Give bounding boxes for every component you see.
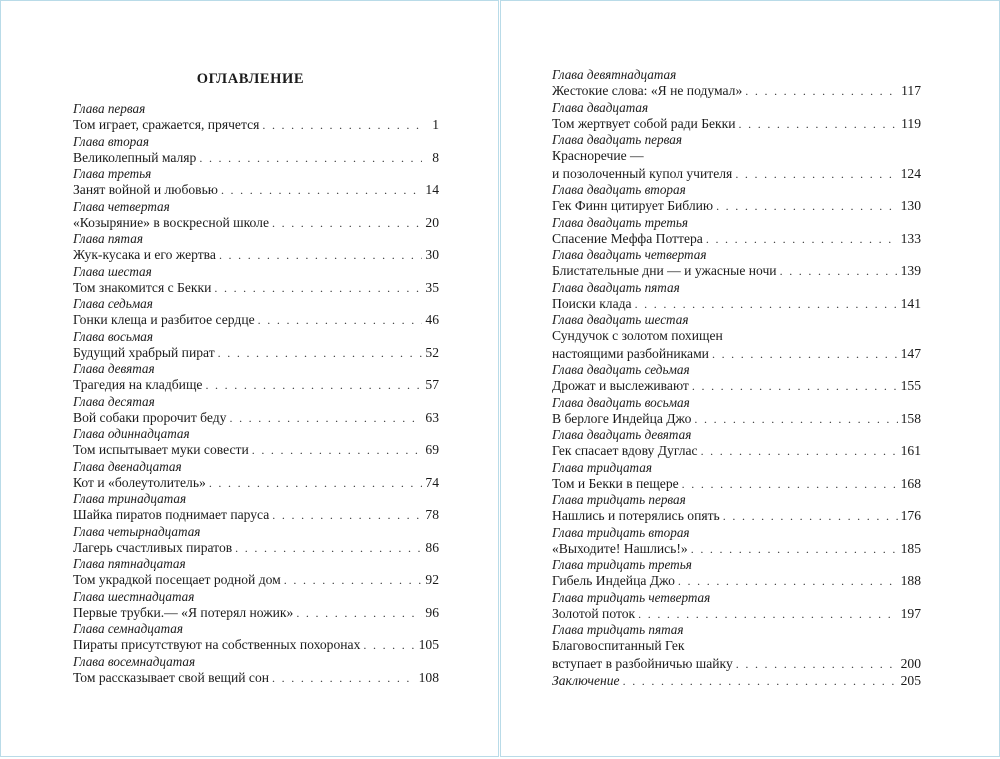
- chapter-title: Лагерь счастливых пиратов: [73, 539, 233, 555]
- chapter-title: Кот и «болеутолитель»: [73, 474, 206, 490]
- dot-leader: [716, 198, 898, 216]
- dot-leader: [739, 116, 899, 134]
- page-number: 133: [900, 230, 921, 246]
- chapter-title: Пираты присутствуют на собственных похоронах: [73, 637, 361, 652]
- toc-entry: [552, 492, 921, 525]
- chapter-title-row: [73, 214, 439, 232]
- chapter-heading: Глава тридцать третья: [552, 557, 692, 572]
- dot-leader: [780, 263, 898, 281]
- toc-entry: [73, 199, 439, 232]
- chapter-heading: Глава двадцать седьмая: [552, 362, 690, 377]
- page-number: 57: [425, 377, 439, 392]
- chapter-heading: Глава семнадцатая: [73, 621, 184, 636]
- toc-entry: [73, 556, 439, 589]
- toc-list-right: [552, 67, 921, 690]
- toc-entry: [552, 557, 921, 590]
- chapter-title-row: [73, 149, 439, 167]
- chapter-title-row: [552, 507, 921, 525]
- page-number: 158: [900, 410, 921, 426]
- dot-leader: [712, 346, 898, 364]
- toc-entry: [73, 654, 439, 687]
- page-number: 188: [900, 573, 921, 588]
- chapter-heading: Глава двадцать восьмая: [552, 394, 690, 410]
- dot-leader: [214, 280, 422, 298]
- chapter-title-row: [73, 311, 439, 329]
- toc-entry: [552, 215, 921, 248]
- toc-entry: [552, 247, 921, 280]
- chapter-title-row: [552, 655, 921, 673]
- toc-entry: [552, 132, 921, 182]
- chapter-title: Том испытывает муки совести: [73, 442, 249, 457]
- dot-leader: [272, 670, 416, 688]
- chapter-title-row: [73, 181, 439, 199]
- chapter-title: Том играет, сражается, прячется: [73, 117, 260, 132]
- page-title: ОГЛАВЛЕНИЕ: [196, 71, 305, 87]
- toc-entry: [552, 395, 921, 428]
- chapter-title-row: [552, 377, 921, 395]
- chapter-title-row: [552, 230, 921, 248]
- chapter-title: Вой собаки пророчит беду: [73, 409, 227, 425]
- page-number: 139: [900, 263, 921, 278]
- page-number: 117: [901, 83, 921, 98]
- chapter-title: Том рассказывает свой вещий сон: [73, 669, 270, 685]
- dot-leader: [736, 656, 898, 674]
- page-number: 63: [425, 409, 439, 425]
- dot-leader: [745, 83, 898, 101]
- dot-leader: [199, 150, 422, 168]
- dot-leader: [623, 673, 898, 691]
- dot-leader: [638, 606, 897, 624]
- chapter-heading: Глава тридцать пятая: [552, 622, 684, 637]
- dot-leader: [735, 166, 897, 184]
- dot-leader: [296, 605, 422, 623]
- chapter-heading: Глава пятая: [73, 231, 143, 246]
- page-number: 105: [418, 637, 439, 652]
- left-page: [0, 0, 499, 757]
- chapter-heading: Глава двадцать третья: [552, 214, 689, 230]
- chapter-heading: Глава двадцатая: [552, 99, 649, 115]
- chapter-heading: Глава двенадцатая: [73, 458, 182, 474]
- chapter-heading: Глава первая: [73, 101, 146, 116]
- chapter-heading: Глава девятнадцатая: [552, 67, 677, 82]
- page-number: 52: [425, 344, 439, 360]
- chapter-title: «Выходите! Нашлись!»: [552, 540, 688, 556]
- chapter-title: Том украдкой посещает родной дом: [73, 572, 281, 587]
- dot-leader: [682, 476, 898, 494]
- chapter-title-row: [552, 475, 921, 493]
- page-number: 30: [425, 247, 439, 262]
- toc-entry: [73, 491, 439, 524]
- chapter-heading: Глава шестнадцатая: [73, 588, 195, 604]
- dot-leader: [284, 572, 422, 590]
- dot-leader: [678, 573, 898, 591]
- dot-leader: [701, 443, 898, 461]
- chapter-heading: Глава двадцать первая: [552, 132, 682, 147]
- chapter-title-row: [552, 540, 921, 558]
- chapter-title: В берлоге Индейца Джо: [552, 410, 692, 426]
- toc-list-left: [73, 101, 439, 686]
- dot-leader: [706, 231, 898, 249]
- page-number: 78: [425, 507, 439, 522]
- page-number: 168: [900, 475, 921, 491]
- chapter-title: Нашлись и потерялись опять: [552, 508, 720, 523]
- chapter-title: Будущий храбрый пират: [73, 344, 215, 360]
- dot-leader: [219, 247, 422, 265]
- page-number: 20: [425, 214, 439, 230]
- toc-entry: [73, 394, 439, 427]
- toc-entry: [552, 590, 921, 623]
- chapter-title: Жестокие слова: «Я не подумал»: [552, 83, 743, 98]
- chapter-title-row: [73, 116, 439, 134]
- chapter-heading: Глава тридцать первая: [552, 492, 686, 507]
- chapter-title-row: [73, 409, 439, 427]
- chapter-title: Блистательные дни — и ужасные ночи: [552, 263, 777, 278]
- page-number: 141: [900, 295, 921, 311]
- chapter-title-row: [73, 474, 439, 492]
- toc-entry: [73, 166, 439, 199]
- chapter-title-row: [552, 197, 921, 215]
- toc-entry: [552, 312, 921, 362]
- toc-entry: [552, 525, 921, 558]
- chapter-heading: Глава седьмая: [73, 296, 153, 311]
- chapter-title: Занят войной и любовью: [73, 182, 218, 197]
- chapter-heading: Глава тридцатая: [552, 459, 652, 475]
- toc-entry: [73, 361, 439, 394]
- chapter-title: «Козыряние» в воскресной школе: [73, 214, 269, 230]
- toc-entry: [552, 182, 921, 215]
- chapter-title-row: [552, 442, 921, 460]
- dot-leader: [229, 410, 422, 428]
- page-number: 147: [900, 345, 921, 361]
- chapter-heading: Глава десятая: [73, 393, 155, 409]
- chapter-heading: Глава одиннадцатая: [73, 426, 190, 441]
- toc-entry: [73, 264, 439, 297]
- chapter-title: Гонки клеща и разбитое сердце: [73, 312, 255, 327]
- toc-entry: [73, 589, 439, 622]
- chapter-heading: Глава двадцать шестая: [552, 312, 689, 327]
- dot-leader: [723, 508, 898, 526]
- toc-entry: [73, 101, 439, 134]
- page-number: 205: [900, 673, 921, 688]
- chapter-title-row: [73, 506, 439, 524]
- chapter-title-row: [73, 246, 439, 264]
- page-number: 197: [900, 605, 921, 621]
- page-number: 108: [418, 669, 439, 685]
- chapter-heading: Глава двадцать девятая: [552, 427, 692, 442]
- page-number: 96: [425, 604, 439, 620]
- dot-leader: [221, 182, 422, 200]
- dot-leader: [218, 345, 422, 363]
- chapter-title-line: Красноречие —: [552, 148, 644, 163]
- chapter-title: Первые трубки.— «Я потерял ножик»: [73, 604, 294, 620]
- chapter-heading: Глава девятая: [73, 361, 155, 376]
- chapter-title-row: [73, 376, 439, 394]
- dot-leader: [258, 312, 422, 330]
- toc-entry: [73, 426, 439, 459]
- chapter-title: Том и Бекки в пещере: [552, 475, 679, 491]
- chapter-title: Шайка пиратов поднимает паруса: [73, 507, 270, 522]
- chapter-title-line: Сундучок с золотом похищен: [552, 328, 723, 343]
- toc-entry: [552, 427, 921, 460]
- chapter-heading: Глава двадцать пятая: [552, 279, 680, 295]
- page-number: 155: [900, 378, 921, 393]
- toc-entry: [73, 621, 439, 654]
- chapter-title: настоящими разбойниками: [552, 345, 709, 361]
- chapter-heading: Глава двадцать вторая: [552, 182, 686, 197]
- chapter-title: Дрожат и выслеживают: [552, 378, 689, 393]
- chapter-title-row: [73, 571, 439, 589]
- chapter-title-row: [552, 410, 921, 428]
- chapter-heading: Глава пятнадцатая: [73, 556, 186, 571]
- page-number: 35: [425, 279, 439, 295]
- toc-entry: [552, 672, 921, 690]
- toc-entry: [552, 362, 921, 395]
- toc-entry: [73, 459, 439, 492]
- toc-entry: [552, 67, 921, 100]
- dot-leader: [205, 377, 422, 395]
- chapter-title: Спасение Меффа Поттера: [552, 230, 703, 246]
- chapter-title-row: [552, 262, 921, 280]
- chapter-title: Гек спасает вдову Дуглас: [552, 443, 698, 458]
- chapter-heading: Глава двадцать четвертая: [552, 247, 707, 262]
- chapter-title: Гек Финн цитирует Библию: [552, 198, 714, 213]
- chapter-title: вступает в разбойничью шайку: [552, 655, 733, 671]
- toc-entry: [552, 100, 921, 133]
- toc-entry: [73, 329, 439, 362]
- page-number: 124: [900, 165, 921, 181]
- chapter-title: Золотой поток: [552, 605, 636, 621]
- chapter-heading: Глава тридцать четвертая: [552, 589, 711, 605]
- chapter-title-row: [73, 279, 439, 297]
- chapter-title: и позолоченный купол учителя: [552, 165, 733, 181]
- chapter-heading: Глава шестая: [73, 263, 152, 279]
- chapter-title-line: Благовоспитанный Гек: [552, 638, 685, 653]
- dot-leader: [363, 637, 415, 655]
- toc-entry: [73, 296, 439, 329]
- chapter-title: Заключение: [552, 673, 620, 688]
- dot-leader: [272, 215, 422, 233]
- page-number: 200: [900, 655, 921, 671]
- chapter-title: Великолепный маляр: [73, 149, 197, 165]
- chapter-heading: Глава третья: [73, 166, 152, 181]
- page-number: 176: [900, 508, 921, 523]
- dot-leader: [272, 507, 422, 525]
- chapter-title-row: [552, 672, 921, 690]
- chapter-heading: Глава тринадцатая: [73, 491, 187, 506]
- chapter-title: Жук-кусака и его жертва: [73, 247, 216, 262]
- chapter-title: Трагедия на кладбище: [73, 377, 203, 392]
- page-number: 74: [425, 474, 439, 490]
- chapter-title-row: [552, 605, 921, 623]
- toc-entry: [552, 280, 921, 313]
- dot-leader: [691, 541, 898, 559]
- chapter-title-row: [73, 604, 439, 622]
- chapter-heading: Глава тридцать вторая: [552, 524, 690, 540]
- toc-entry: [552, 460, 921, 493]
- chapter-title-row: [552, 82, 921, 100]
- chapter-heading: Глава восемнадцатая: [73, 653, 196, 669]
- dot-leader: [209, 475, 422, 493]
- dot-leader: [694, 411, 897, 429]
- chapter-heading: Глава восьмая: [73, 328, 153, 344]
- chapter-title-row: [552, 165, 921, 183]
- chapter-heading: Глава вторая: [73, 133, 149, 149]
- page-number: 1: [432, 117, 439, 132]
- dot-leader: [235, 540, 422, 558]
- page-number: 185: [900, 540, 921, 556]
- chapter-title-row: [73, 539, 439, 557]
- chapter-title-row: [73, 441, 439, 459]
- chapter-title-row: [73, 344, 439, 362]
- chapter-heading: Глава четвертая: [73, 198, 170, 214]
- page-number: 8: [432, 149, 439, 165]
- chapter-title-row: [552, 345, 921, 363]
- dot-leader: [692, 378, 898, 396]
- page-number: 161: [900, 443, 921, 458]
- chapter-title: Гибель Индейца Джо: [552, 573, 675, 588]
- toc-entry: [552, 622, 921, 672]
- page-number: 14: [425, 182, 439, 197]
- chapter-title: Том жертвует собой ради Бекки: [552, 115, 736, 131]
- toc-entry: [73, 231, 439, 264]
- dot-leader: [252, 442, 422, 460]
- chapter-title: Том знакомится с Бекки: [73, 279, 212, 295]
- page-number: 130: [900, 198, 921, 213]
- chapter-title-row: [552, 572, 921, 590]
- dot-leader: [635, 296, 898, 314]
- dot-leader: [262, 117, 422, 135]
- page-number: 119: [901, 115, 921, 131]
- page-number: 69: [425, 442, 439, 457]
- toc-entry: [73, 524, 439, 557]
- chapter-title-row: [552, 115, 921, 133]
- chapter-title: Поиски клада: [552, 295, 632, 311]
- chapter-title-row: [552, 295, 921, 313]
- chapter-title-row: [73, 636, 439, 654]
- toc-entry: [73, 134, 439, 167]
- page-number: 46: [425, 312, 439, 327]
- chapter-heading: Глава четырнадцатая: [73, 523, 201, 539]
- page-number: 86: [425, 539, 439, 555]
- chapter-title-row: [73, 669, 439, 687]
- page-number: 92: [425, 572, 439, 587]
